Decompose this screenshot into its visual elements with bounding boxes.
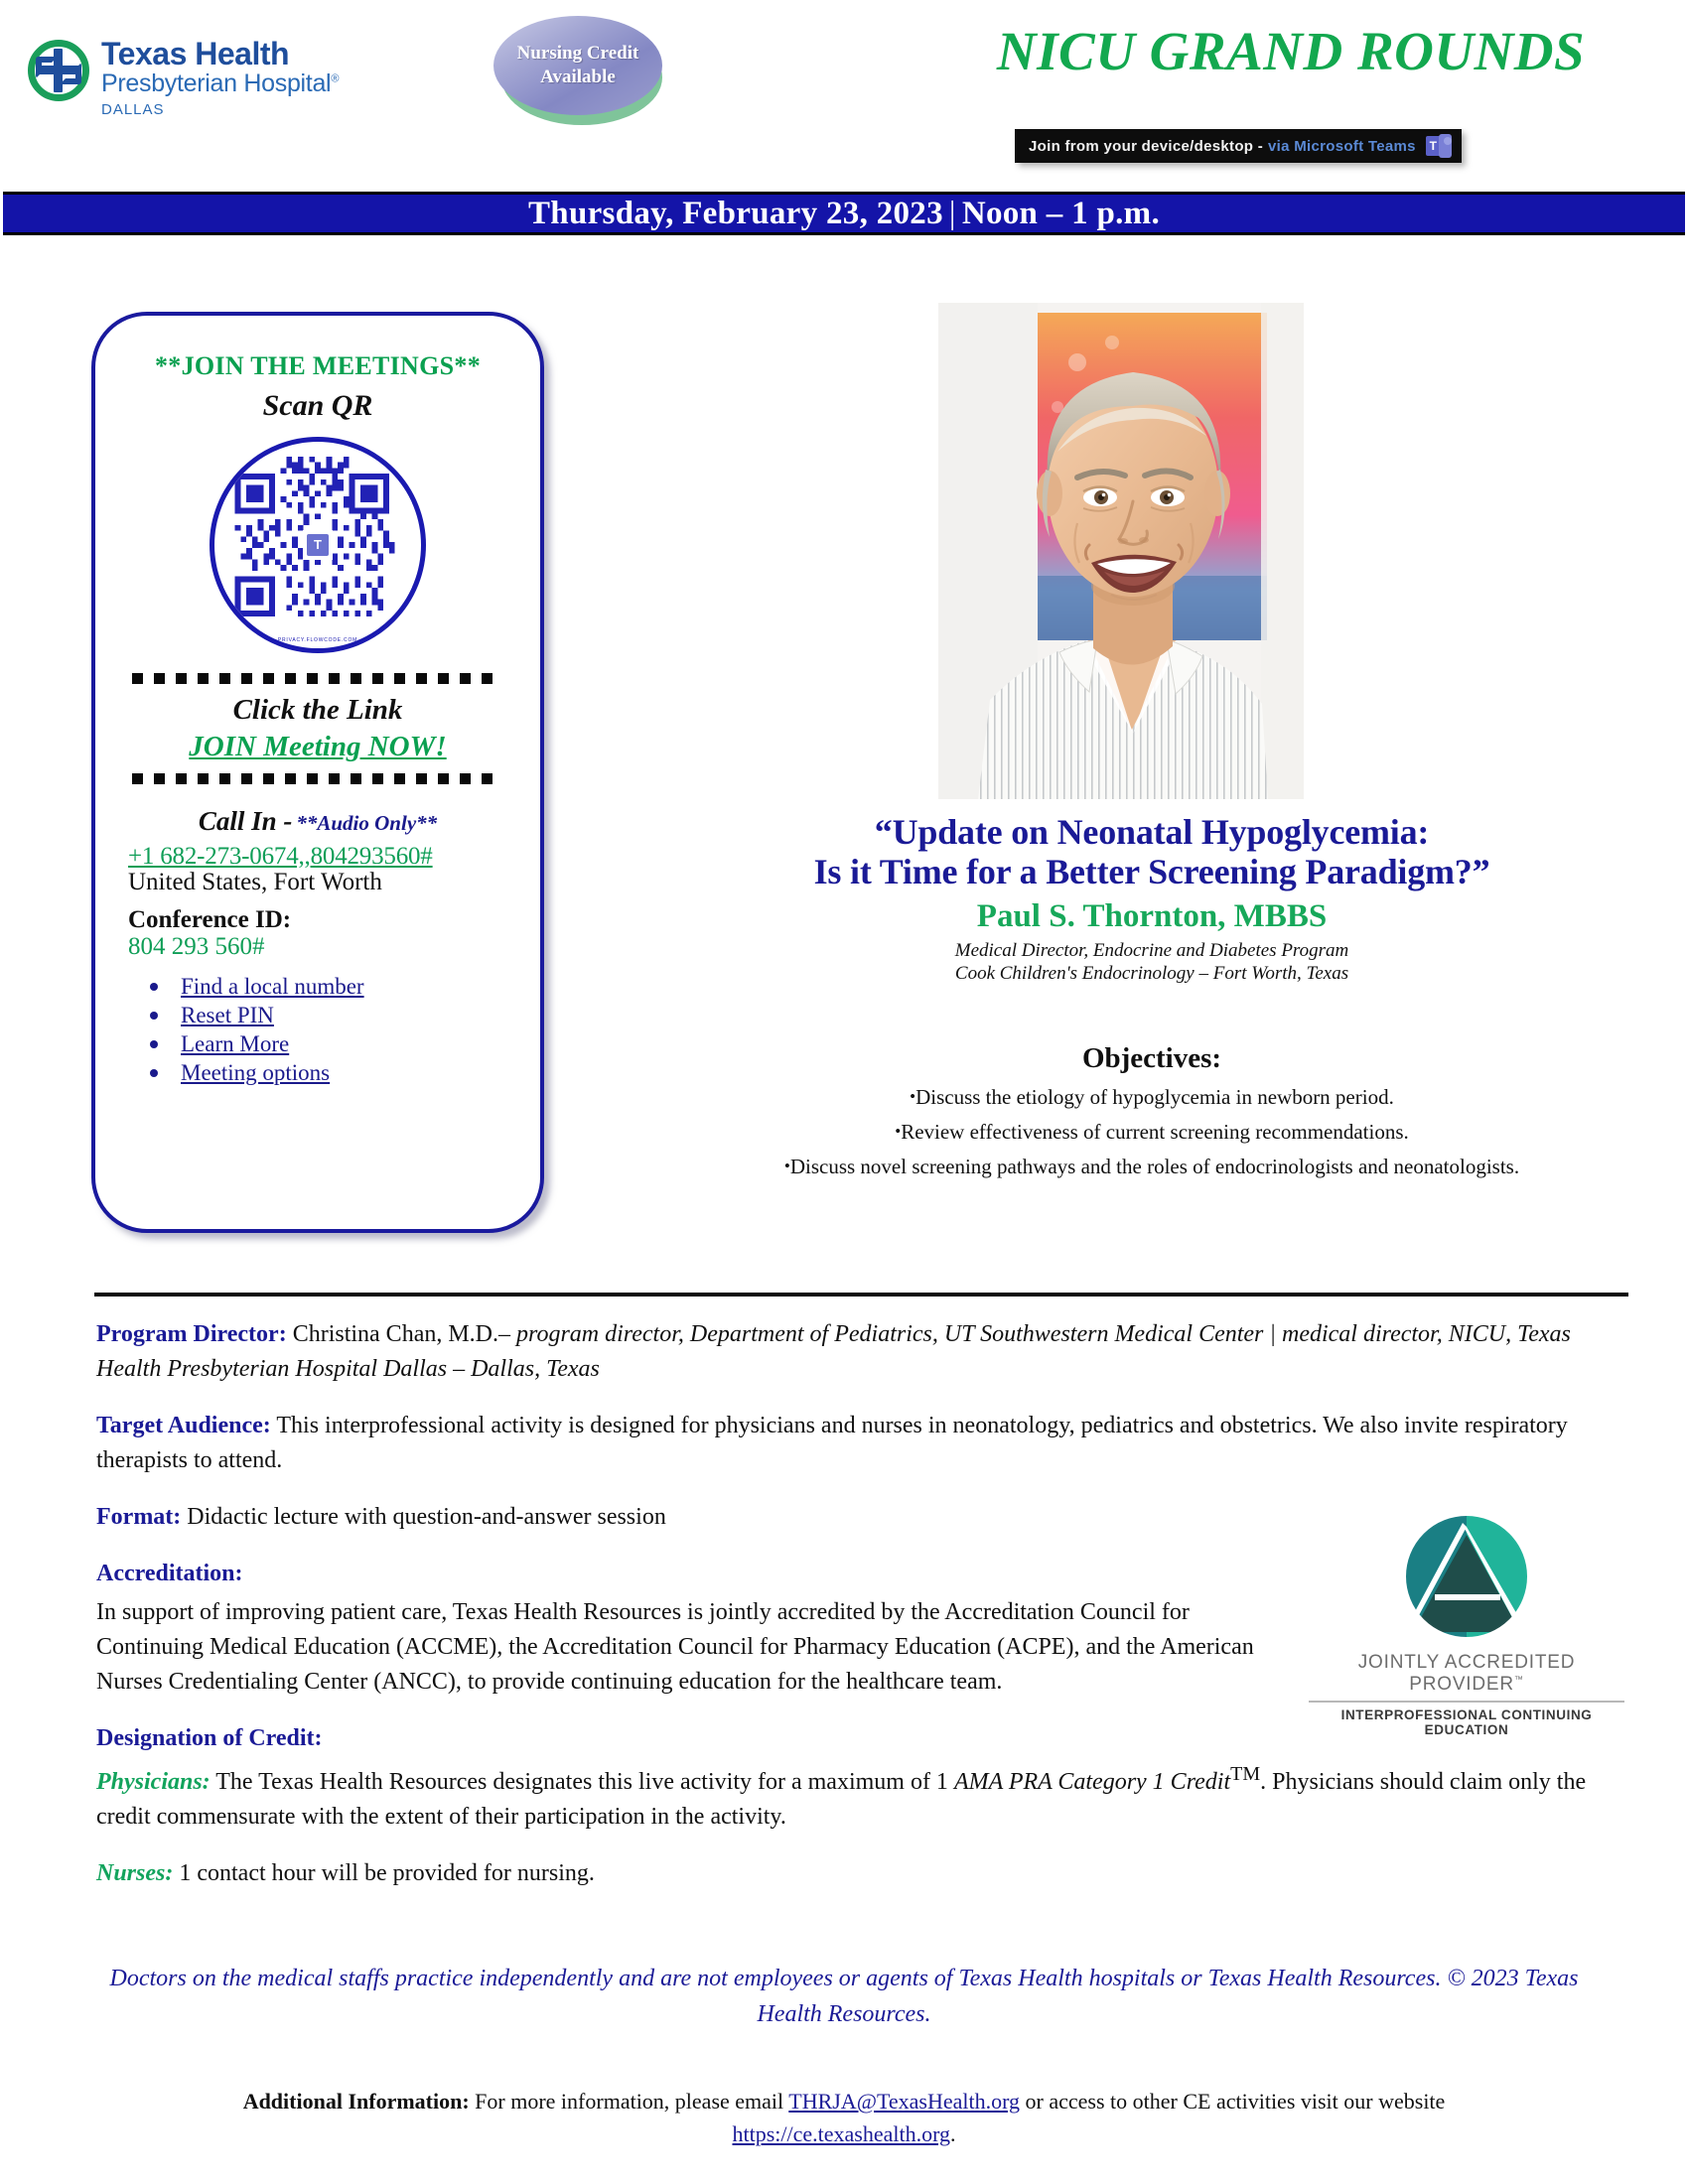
bullet-icon [150,1040,158,1048]
objective-text: Discuss the etiology of hypoglycemia in newborn period. [915,1085,1394,1109]
event-time: Noon – 1 p.m. [961,195,1160,231]
bullet-icon: • [783,1157,790,1176]
designation-of-credit-label: Designation of Credit: [96,1725,323,1752]
additional-information-post: . [950,2121,956,2146]
jointly-accredited-provider-logo [1309,1513,1624,1737]
call-in-audio-note: **Audio Only** [296,811,438,835]
additional-information-pre: For more information, please email [475,2089,789,2114]
texas-health-logo [28,38,339,117]
teams-join-banner[interactable] [1015,129,1462,163]
reset-pin-link[interactable]: Reset PIN [181,1003,274,1027]
nurses-paragraph [96,1856,1596,1891]
target-audience-paragraph [96,1409,1596,1478]
call-in-phone-link[interactable]: +1 682-273-0674,,804293560# [128,843,433,870]
jointly-accredited-line-2: INTERPROFESSIONAL CONTINUING EDUCATION [1340,1707,1593,1737]
list-item [181,1004,540,1026]
logo-line-3: DALLAS [101,101,165,118]
conference-id-label: Conference ID: [128,906,292,933]
join-meeting-panel [91,312,544,1233]
list-item [181,1032,540,1055]
call-in-heading [95,806,540,837]
microsoft-teams-icon [1426,134,1452,158]
page-title: NICU GRAND ROUNDS [996,21,1586,81]
dotted-divider-top [132,673,503,684]
speaker-affiliation [616,939,1688,987]
date-time-separator: | [948,195,956,231]
nurses-text: 1 contact hour will be provided for nursing. [179,1860,595,1887]
teams-banner-text-blue: via Microsoft Teams [1268,137,1416,155]
teams-banner-text-white: Join from your device/desktop - [1029,137,1264,155]
physicians-credit-name: AMA PRA Category 1 Credit [953,1769,1231,1796]
dotted-divider-bottom [132,773,503,784]
nurses-label: Nurses: [96,1860,174,1887]
join-meeting-now-container [95,731,540,763]
legal-disclaimer: Doctors on the medical staffs practice independently and are not employees or agents of Texas Health hospitals or Texas Health Resources. © 2023 Texas Health Resources. [109,1966,1579,2027]
bullet-icon [150,1012,158,1020]
program-director-name: Christina Chan, M.D. [292,1321,499,1347]
format-label: Format: [96,1504,182,1531]
texas-health-wordmark [101,38,339,117]
qr-center-glyph: T [307,534,329,556]
click-the-link-label: Click the Link [232,694,403,726]
physicians-trademark: TM [1230,1763,1261,1786]
meeting-options-link[interactable]: Meeting options [181,1060,331,1085]
speaker-affiliation-line-1: Medical Director, Endocrine and Diabetes Program [954,939,1349,961]
logo-line-2: Presbyterian Hospital® [101,69,340,97]
list-item [181,1061,540,1084]
call-in-phone-row [128,843,540,871]
talk-title-line-1: “Update on Neonatal Hypoglycemia: [874,812,1430,852]
accreditation-body-paragraph [96,1595,1278,1700]
physicians-text-pre: The Texas Health Resources designates this live activity for a maximum of 1 [215,1769,954,1796]
bullet-icon: • [910,1087,916,1106]
meeting-links-list [95,975,540,1084]
page-header [0,0,1688,187]
program-director-description: – program director, Department of Pediatrics, UT Southwestern Medical Center | medical director, NICU, Texas Health Presbyterian Hospital Dallas – Dallas, Texas [96,1321,1571,1383]
accreditation-text: In support of improving patient care, Texas Health Resources is jointly accredited by the Accreditation Council for Continuing Medical Education (ACCME), the Accreditation Council for Pharmacy Education (ACPE), and the American Nurses Credentialing Center (ANCC), to provide continuing education for the healthcare team. [96,1599,1254,1696]
talk-title [616,812,1688,892]
physicians-paragraph [96,1760,1596,1835]
jointly-accredited-svg [1403,1513,1530,1640]
contact-email-link[interactable]: THRJA@TexasHealth.org [788,2089,1021,2114]
objective-item [616,1120,1688,1145]
objective-text: Review effectiveness of current screening recommendations. [901,1120,1409,1145]
find-local-number-link[interactable]: Find a local number [181,974,364,999]
speaker-name: Paul S. Thornton, MBBS [976,897,1328,934]
list-item [181,975,540,998]
speaker-photo [938,303,1304,799]
speaker-portrait-image [938,303,1304,799]
texas-health-mark-icon [28,40,89,101]
talk-title-line-2: Is it Time for a Better Screening Paradigm?” [813,852,1490,892]
nursing-badge-line-2: Available [540,67,616,87]
target-audience-text: This interprofessional activity is designed for physicians and nurses in neonatology, pediatrics and obstetrics. We also invite respiratory therapists to attend. [96,1413,1568,1474]
event-date: Thursday, February 23, 2023 [527,195,943,231]
jointly-accredited-line-1: JOINTLY ACCREDITED PROVIDER™ [1309,1652,1624,1703]
qr-code[interactable] [210,437,426,653]
teams-icon-glyph: T [1426,136,1441,156]
bullet-icon [150,983,158,991]
scan-qr-label: Scan QR [262,389,373,422]
jointly-accredited-mark-icon [1403,1513,1530,1640]
physicians-text-post: . Physicians should claim only the credit commensurate with the extent of their participation in the activity. [96,1769,1587,1831]
bullet-icon: • [895,1122,902,1142]
nursing-badge-line-1: Nursing Credit [516,43,639,65]
join-meeting-now-link[interactable]: JOIN Meeting NOW! [189,731,447,762]
objective-text: Discuss novel screening pathways and the roles of endocrinologists and neonatologists. [789,1155,1520,1179]
call-in-phone-location: United States, Fort Worth [128,869,382,895]
conference-id-value: 804 293 560# [128,933,265,960]
physicians-label: Physicians: [96,1769,211,1796]
additional-information [179,2085,1509,2150]
target-audience-label: Target Audience: [96,1413,271,1439]
talk-details [616,812,1688,986]
objectives-section [616,1042,1688,1180]
additional-information-label: Additional Information: [242,2089,470,2114]
qr-privacy-text: PRIVACY.FLOWCODE.COM [277,637,358,643]
format-text: Didactic lecture with question-and-answer session [187,1504,666,1531]
learn-more-link[interactable]: Learn More [181,1031,290,1056]
nursing-credit-badge [493,16,662,121]
program-director-paragraph [96,1317,1596,1387]
objective-item [616,1155,1688,1179]
ce-website-link[interactable]: https://ce.texashealth.org [732,2121,951,2146]
objectives-heading: Objectives: [1081,1042,1222,1074]
section-divider [94,1293,1628,1297]
call-in-label: Call In - [198,806,293,836]
bullet-icon [150,1069,158,1077]
accreditation-label: Accreditation: [96,1561,243,1587]
program-director-label: Program Director: [96,1321,287,1347]
qr-center-logo [303,530,333,560]
objective-item [616,1085,1688,1110]
speaker-affiliation-line-2: Cook Children's Endocrinology – Fort Worth, Texas [954,963,1349,985]
logo-line-1: Texas Health [101,36,290,71]
event-date-bar [3,192,1685,235]
additional-information-mid: or access to other CE activities visit our website [1020,2089,1446,2114]
join-panel-heading: **JOIN THE MEETINGS** [155,351,481,380]
